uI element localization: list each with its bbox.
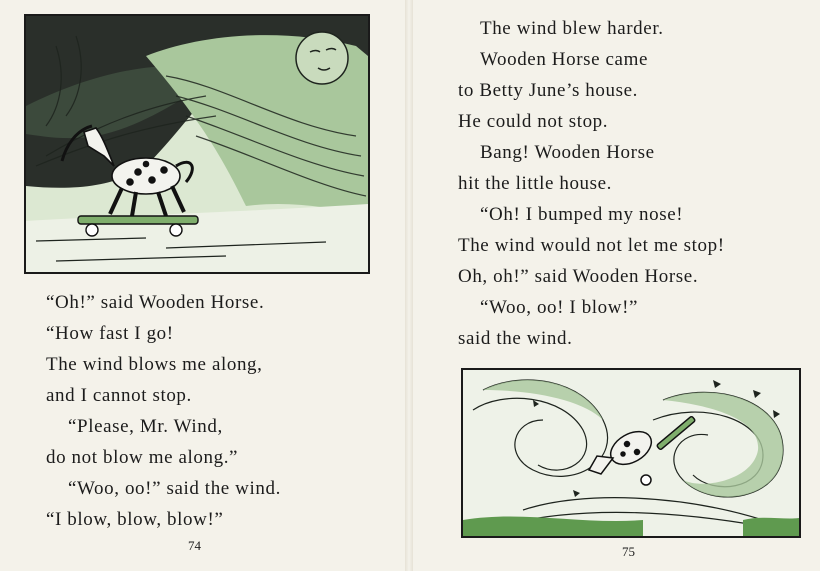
wooden-horse-whirlwind-illustration [461, 368, 801, 538]
text-line: “I blow, blow, blow!” [46, 509, 224, 530]
wooden-horse-skateboard-illustration [24, 14, 370, 274]
right-page [412, 0, 820, 571]
text-line: said the wind. [458, 328, 573, 349]
left-page-text [46, 287, 281, 535]
text-line: Wooden Horse came [480, 49, 648, 70]
text-line: to Betty June’s house. [458, 80, 638, 101]
page-number: 74 [188, 538, 201, 553]
text-line: The wind blows me along, [46, 354, 263, 375]
text-line: and I cannot stop. [46, 385, 192, 406]
text-line: The wind would not let me stop! [458, 235, 725, 256]
text-line: “Please, Mr. Wind, [68, 416, 223, 437]
text-line: Bang! Wooden Horse [480, 142, 655, 163]
text-line: Oh, oh!” said Wooden Horse. [458, 266, 699, 287]
text-line: do not blow me along.” [46, 447, 239, 468]
right-page-text [458, 13, 725, 354]
text-line: “Oh! I bumped my nose! [480, 204, 684, 225]
text-line: hit the little house. [458, 173, 613, 194]
text-line: “Woo, oo!” said the wind. [68, 478, 281, 499]
text-line: He could not stop. [458, 111, 609, 132]
text-line: “Woo, oo! I blow!” [480, 297, 639, 318]
text-line: “How fast I go! [46, 323, 174, 344]
page-number: 75 [622, 544, 635, 559]
text-line: The wind blew harder. [480, 18, 664, 39]
text-line: “Oh!” said Wooden Horse. [46, 292, 265, 313]
left-page [0, 0, 408, 571]
